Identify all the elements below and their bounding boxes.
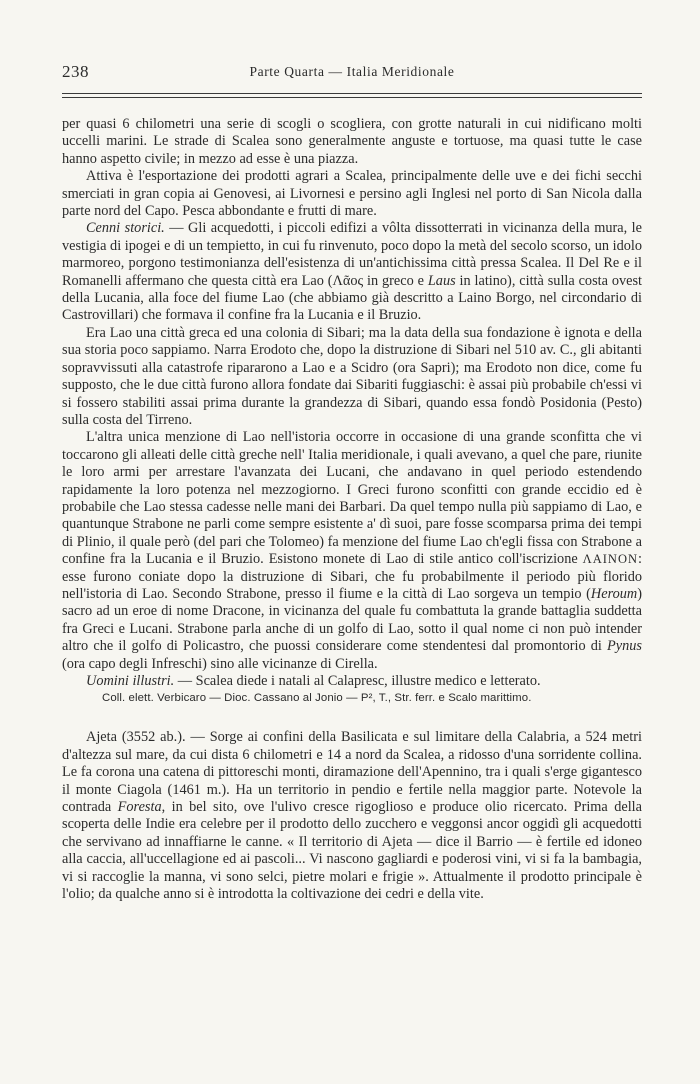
cenni-text-b: in greco e (363, 272, 428, 289)
cenni-storici-heading: Cenni storici. (86, 220, 165, 237)
running-head: Parte Quarta — Italia Meridionale (249, 64, 455, 79)
scalea-admin-info: Coll. elett. Verbicaro — Dioc. Cassano al Jonio — P², T., Str. ferr. e Scalo marittimo. (102, 692, 532, 705)
scalea-paragraph-5 (62, 429, 642, 673)
section-gap (62, 707, 642, 729)
ajeta-heading: Ajeta (86, 729, 117, 746)
p5-text-d: (ora capo degli Infreschi) sino alle vicinanze di Cirella. (62, 655, 378, 672)
uomini-illustri-heading: Uomini illustri. (86, 673, 175, 689)
p5-text-b: : esse furono coniate dopo la distruzione di Sibari, che fu probabilmente il periodo più florido nell'istoria di Lao. Secondo Strabone, presso il fiume e la città di Lao sorgeva un tempio ( (62, 551, 642, 602)
greek-name: Λᾶος (332, 272, 364, 289)
cenni-text-c: in latino), città sulla costa ovest della Lucania, alla foce del fiume Lao (che abbiamo già descritto a Laino Borgo, nel circondario di Castrovillari) che formava il confine fra la Lucania e il Bruzio. (62, 272, 643, 324)
page-number: 238 (62, 62, 89, 81)
foresta-term: Foresta (117, 799, 162, 816)
scalea-paragraph-4: Era Lao una città greca ed una colonia di Sibari; ma la data della sua fondazione è ignota e della sua storia poco sappiamo. Narra Erodoto che, dopo la distruzione di Sibari nel 510 av. C., gli abitanti sopravvissuti alla catastrofe ripararono a Lao e a Scidro (ora Sapri); ma Erodoto non dice, come fu supposto, che le due città furono allora fondate dai Sibariti fuggiaschi: è assai più probabile ch'essi vi si fossero stabiliti assai prima durante la grandezza di Sibari, quando essa fondò Posidonia (Pesto) sulla costa del Tirreno. (62, 324, 642, 428)
ajeta-paragraph (62, 729, 642, 903)
header-rule-bottom (62, 97, 642, 98)
header-rule-top (62, 93, 642, 94)
body-text (62, 116, 642, 903)
p5-text-c: ) sacro ad un eroe di nome Dracone, in vicinanza del quale fu combattuta la grande battaglia suddetta fra Greci e Lucani. Strabone parla anche di un golfo di Lao, sotto il qual nome ci non può intender altro che il golfo di Policastro, che puossi considerare come stendentesi dal promontorio di (62, 585, 642, 655)
coin-inscription: ΛΑΙΝΟΝ (582, 552, 639, 567)
uomini-text: — Scalea diede i natali al Calapresc, illustre medico e letterato. (174, 673, 541, 689)
ajeta-text-b: , in bel sito, ove l'ulivo cresce rigoglioso e produce olio ricercato. Prima della scoperta delle Indie era celebre per il prodotto dello zucchero e veggonsi ancor oggidì gli acquedotti che servivano ad innaffiarne le canne. « Il territorio di Ajeta — dice il Barrio — è fertile ed idoneo alla caccia, all'uccellagione ed ai pascoli... Vi nascono gagliardi e poderosi vini, vi si fa la bambagia, vi si raccoglie la manna, vi sono selci, pietre molari e frigie ». Attualmente il prodotto principale è l'olio; da qualche anno si è introdotta la coltivazione dei cedri e della vite. (62, 799, 642, 903)
pynus-term: Pynus (607, 638, 642, 655)
scalea-paragraph-cenni-storici (62, 220, 642, 324)
heroum-term: Heroum (590, 585, 638, 602)
scalea-paragraph-uomini-illustri (62, 673, 642, 690)
scalea-paragraph-1: per quasi 6 chilometri una serie di scogli o scogliera, con grotte naturali in cui nidificano molti uccelli marini. Le strade di Scalea sono generalmente anguste e tortuose, ma quasi tutte le case hanno aspetto civile; in mezzo ad esse è una piazza. (62, 116, 642, 167)
scalea-paragraph-2: Attiva è l'esportazione dei prodotti agrari a Scalea, principalmente delle uve e dei fichi secchi smerciati in gran copia ai Genovesi, ai Livornesi e persino agli Inglesi nel porto di San Nicola dalla parte nord del Capo. Pesca abbondante e frutti di mare. (62, 168, 642, 220)
page-header (62, 62, 642, 84)
p5-text-a: L'altra unica menzione di Lao nell'istoria occorre in occasione di una grande sconfitta che vi toccarono gli alleati delle città greche nell' Italia meridionale, i quali avevano, a quel che pare, riunite le loro armi per arrestare l'avanzata dei Lucani, che andavano in quel periodo estendendo rapidamente la loro potenza nel mezzogiorno. I Greci furono sconfitti con grande eccidio ed è probabile che Lao stessa cadesse nelle mani dei Barbari. Da quel tempo nulla più sappiamo di Lao, e quantunque Strabone ne parli come sempre esistente a' dì suoi, pare fosse scomparsa prima dei tempi di Plinio, il quale però (del pari che Tolomeo) fa menzione del fiume Lao ch'egli fissa con Strabone a confine fra la Lucania e il Bruzio. Esistono monete di Lao di stile antico coll'iscrizione (62, 429, 642, 568)
ajeta-text-a: — Sorge ai confini della Basilicata e sul limitare della Calabria, a 524 metri d'altezza sul mare, da cui dista 6 chilometri e 14 a nord da Scalea, a ridosso d'una sorridente collina. Le fa corona una catena di pittoreschi monti, diramazione dell'Apennino, tra i quali s'erge gigantesco il monte Ciagola (1461 m.). Ha un territorio in pendio e fertile nella maggior parte. Notevole la contrada (62, 729, 642, 816)
latin-name: Laus (427, 272, 456, 289)
cenni-text-a: — Gli acquedotti, i piccoli edifizi a vôlta dissotterrati in vicinanza della mura, le vestigia di ipogei e di un tempietto, in cui fu rinvenuto, poco dopo la metà del secolo scorso, un idolo marmoreo, porgono testimonianza dell'esistenza di un'antichissima città pressa Scalea. Il Del Re e il Romanelli affermano che questa città era Lao ( (62, 220, 642, 289)
ajeta-population: (3552 ab.). (116, 729, 186, 746)
